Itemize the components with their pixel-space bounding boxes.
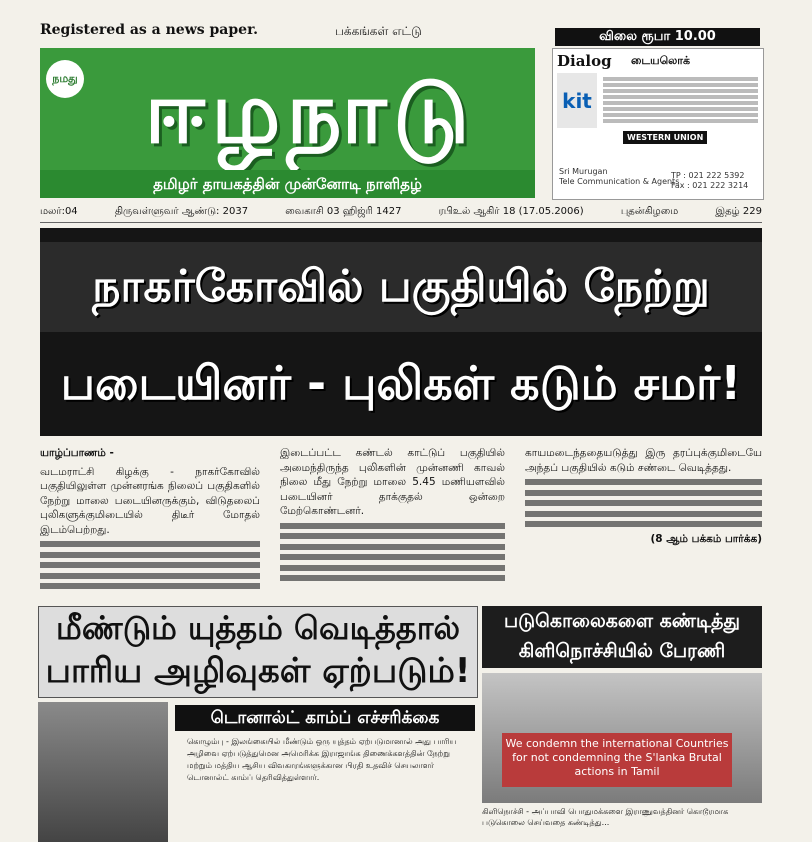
headline-line-2: படையினர் - புலிகள் கடும் சமர்!	[60, 356, 742, 410]
advertisement	[552, 48, 764, 200]
third-headline-line-1: படுகொலைகளை கண்டித்து	[504, 610, 740, 632]
masthead	[40, 48, 535, 198]
price-label: விலை ரூபா 10.00	[599, 29, 716, 44]
ad-murugan-name: Sri Murugan	[559, 167, 608, 176]
ad-murugan	[559, 167, 679, 187]
story-text: காயமடைந்ததையடுத்து இரு தரப்புக்குமிடையே அந்தப் பகுதியில் கடும் சண்டை வெடித்தது.	[525, 447, 762, 474]
western-union-logo: WESTERN UNION	[623, 131, 707, 144]
issue-info-bar	[40, 206, 762, 223]
second-headline-line-1: மீண்டும் யுத்தம் வெடித்தால்	[56, 609, 460, 647]
second-headline	[38, 606, 478, 698]
ad-tel: TP : 021 222 5392	[671, 171, 745, 180]
hijri-date: வைகாசி 03 ஹிஜ்ரி 1427	[285, 206, 402, 217]
price-tag	[555, 28, 760, 46]
second-story-text: கொழும்பு - இலங்கையில் மீண்டும் ஒரு யுத்தம் ஏற்படுமானால் அது பாரிய அழிவை ஏற்படுத்துமென அமெரிக்க இராஜாங்க திணைக்களத்தின் நேற்று மற்றும் மத்திய ஆசிய விவகாரங்களுக்கான பிரதி உதவிச் செயலாளர் டொனால்ட் காம்ப் தெரிவித்துள்ளார்.	[187, 737, 457, 782]
story-column-1	[40, 446, 260, 594]
tamil-year: திருவள்ளுவர் ஆண்டு: 2037	[114, 206, 249, 217]
date: ரபிஉல் ஆகிர் 18 (17.05.2006)	[438, 206, 584, 217]
portrait-photo	[38, 702, 168, 842]
second-headline-line-2: பாரிய அழிவுகள் ஏற்படும்!	[45, 651, 471, 691]
ad-text-lines	[603, 75, 758, 125]
third-headline	[482, 606, 762, 668]
kit-logo: kit	[557, 73, 597, 128]
rally-photo	[482, 673, 762, 803]
third-headline-line-2: கிளிநொச்சியில் பேரணி	[518, 640, 726, 662]
headline-line-1: நாகர்கோவில் பகுதியில் நேற்று	[40, 242, 762, 332]
photo-caption: கிளிநொச்சி - அப்பாவி பொதுமக்களை இராணுவத்தினர் கொடூரமாக படுகொலை செய்வதை கண்டித்து...	[482, 807, 729, 827]
issue-number: இதழ் 229	[715, 206, 762, 217]
volume: மலர்:04	[40, 206, 78, 217]
story-text: வடமராட்சி கிழக்கு - நாகர்கோவில் பகுதியிலுள்ள முன்னரங்க நிலைப் பகுதிகளில் நேற்று மாலை படையினருக்கும், விடுதலைப் புலிகளுக்குமிடையில் திடீர் மோதல் இடம்பெற்றது.	[40, 465, 260, 536]
protest-banner: We condemn the international Countries for not condemning the S'lanka Brutal actions in Tamil	[502, 733, 732, 787]
jump-note: (8 ஆம் பக்கம் பார்க்க)	[650, 532, 762, 545]
ad-murugan-sub: Tele Communication & Agents	[559, 177, 680, 186]
byline-banner: டொனால்ட் காம்ப் எச்சரிக்கை	[175, 705, 475, 731]
ad-contact	[671, 171, 748, 191]
story-column-3	[525, 446, 762, 546]
weekday: புதன்கிழமை	[620, 206, 679, 217]
story-text: இடைப்பட்ட கண்டல் காட்டுப் பகுதியில் அமைந்திருந்த புலிகளின் முன்னணி காவல் நிலை மீது நேற்று மாலை 5.45 மணியளவில் படையினர் தாக்குதல் ஒன்றை மேற்கொண்டனர்.	[280, 447, 505, 517]
newspaper-title: ஈழநாடு	[144, 62, 476, 163]
ad-brand-tamil: டையலொக்	[631, 54, 691, 67]
main-headline	[40, 228, 762, 436]
registered-notice: Registered as a news paper.	[40, 22, 259, 38]
page-count: பக்கங்கள் எட்டு	[335, 24, 422, 38]
ad-fax: Fax : 021 222 3214	[671, 181, 749, 190]
logo-badge: நமது	[46, 60, 84, 98]
tagline: தமிழர் தாயகத்தின் முன்னோடி நாளிதழ்	[40, 170, 535, 198]
story-column-2	[280, 446, 505, 586]
dateline: யாழ்ப்பாணம் -	[40, 447, 114, 459]
ad-brand: Dialog	[557, 52, 612, 70]
